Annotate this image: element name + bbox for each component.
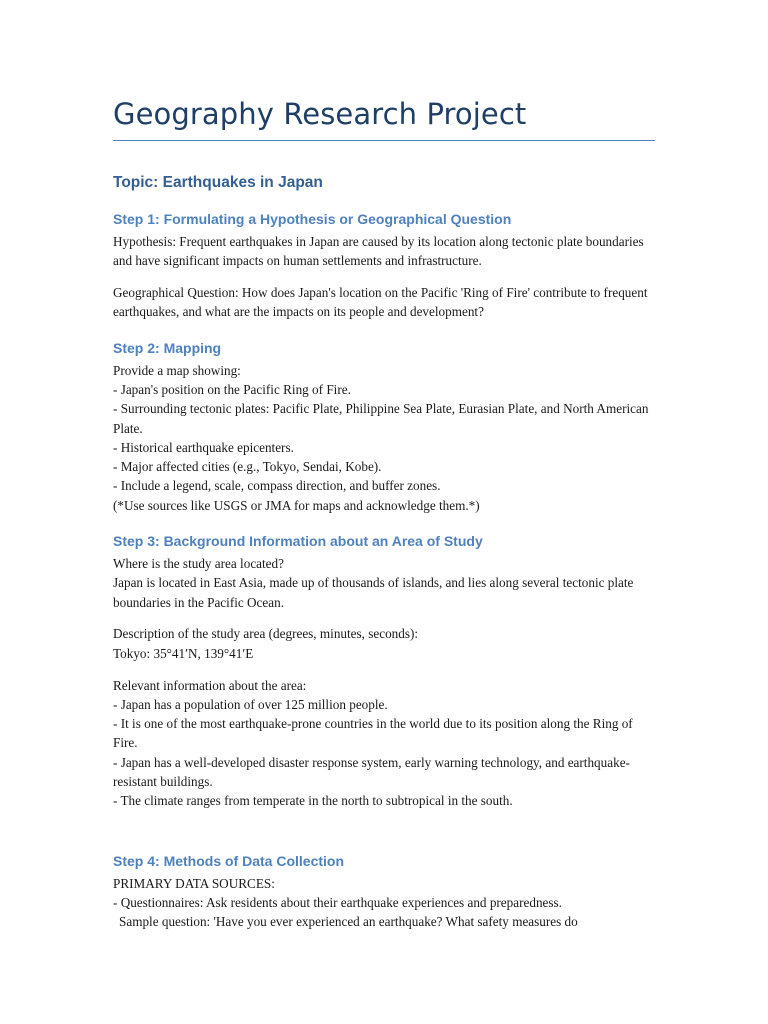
data-collection-line: - Questionnaires: Ask residents about their earthquake experiences and preparedness. (113, 894, 562, 910)
relevant-info-list (113, 676, 658, 811)
relevant-line: - Japan has a well-developed disaster response system, early warning technology, and earthquake-resistant buildings. (113, 754, 630, 790)
location-answer: Japan is located in East Asia, made up of thousands of islands, and lies along several tectonic plate boundaries in the Pacific Ocean. (113, 575, 634, 610)
relevant-line: - The climate ranges from temperate in the north to subtropical in the south. (113, 793, 513, 809)
topic-heading: Topic: Earthquakes in Japan (113, 174, 323, 191)
coordinates-block (113, 624, 658, 663)
step1-heading: Step 1: Formulating a Hypothesis or Geographical Question (113, 211, 512, 227)
mapping-line: (*Use sources like USGS or JMA for maps and acknowledge them.*) (113, 497, 480, 513)
relevant-line: - It is one of the most earthquake-prone countries in the world due to its position along the Ring of Fire. (113, 716, 633, 751)
location-question: Where is the study area located? (113, 556, 284, 572)
step3-heading: Step 3: Background Information about an Area of Study (113, 533, 483, 550)
data-collection-list (113, 874, 658, 932)
mapping-line: Provide a map showing: (113, 362, 241, 378)
mapping-line: - Historical earthquake epicenters. (113, 439, 294, 455)
location-block (113, 554, 658, 612)
question-paragraph: Geographical Question: How does Japan's location on the Pacific 'Ring of Fire' contribute to frequent earthquakes, and what are the impacts on its people and development? (113, 285, 648, 320)
step2-heading: Step 2: Mapping (113, 339, 222, 356)
mapping-line: - Surrounding tectonic plates: Pacific Plate, Philippine Sea Plate, Eurasian Plate, and North American Plate. (113, 401, 649, 436)
mapping-line: - Major affected cities (e.g., Tokyo, Sendai, Kobe). (113, 459, 382, 475)
relevant-line: - Japan has a population of over 125 million people. (113, 696, 388, 712)
relevant-line: Relevant information about the area: (113, 677, 307, 693)
step4-heading: Step 4: Methods of Data Collection (113, 852, 345, 869)
mapping-line: - Include a legend, scale, compass direction, and buffer zones. (113, 478, 441, 494)
coordinates-value: Tokyo: 35°41′N, 139°41′E (113, 645, 254, 661)
hypothesis-paragraph: Hypothesis: Frequent earthquakes in Japan are caused by its location along tectonic plate boundaries and have significant impacts on human settlements and infrastructure. (113, 234, 644, 269)
document-page (113, 96, 658, 932)
document-title: Geography Research Project (113, 97, 527, 131)
mapping-line: - Japan's position on the Pacific Ring of Fire. (113, 381, 351, 397)
mapping-list (113, 361, 658, 515)
title-underline (113, 140, 655, 141)
coordinates-label: Description of the study area (degrees, minutes, seconds): (113, 626, 419, 642)
data-collection-line: PRIMARY DATA SOURCES: (113, 875, 275, 891)
sample-question: Sample question: 'Have you ever experienced an earthquake? What safety measures do (119, 914, 578, 930)
